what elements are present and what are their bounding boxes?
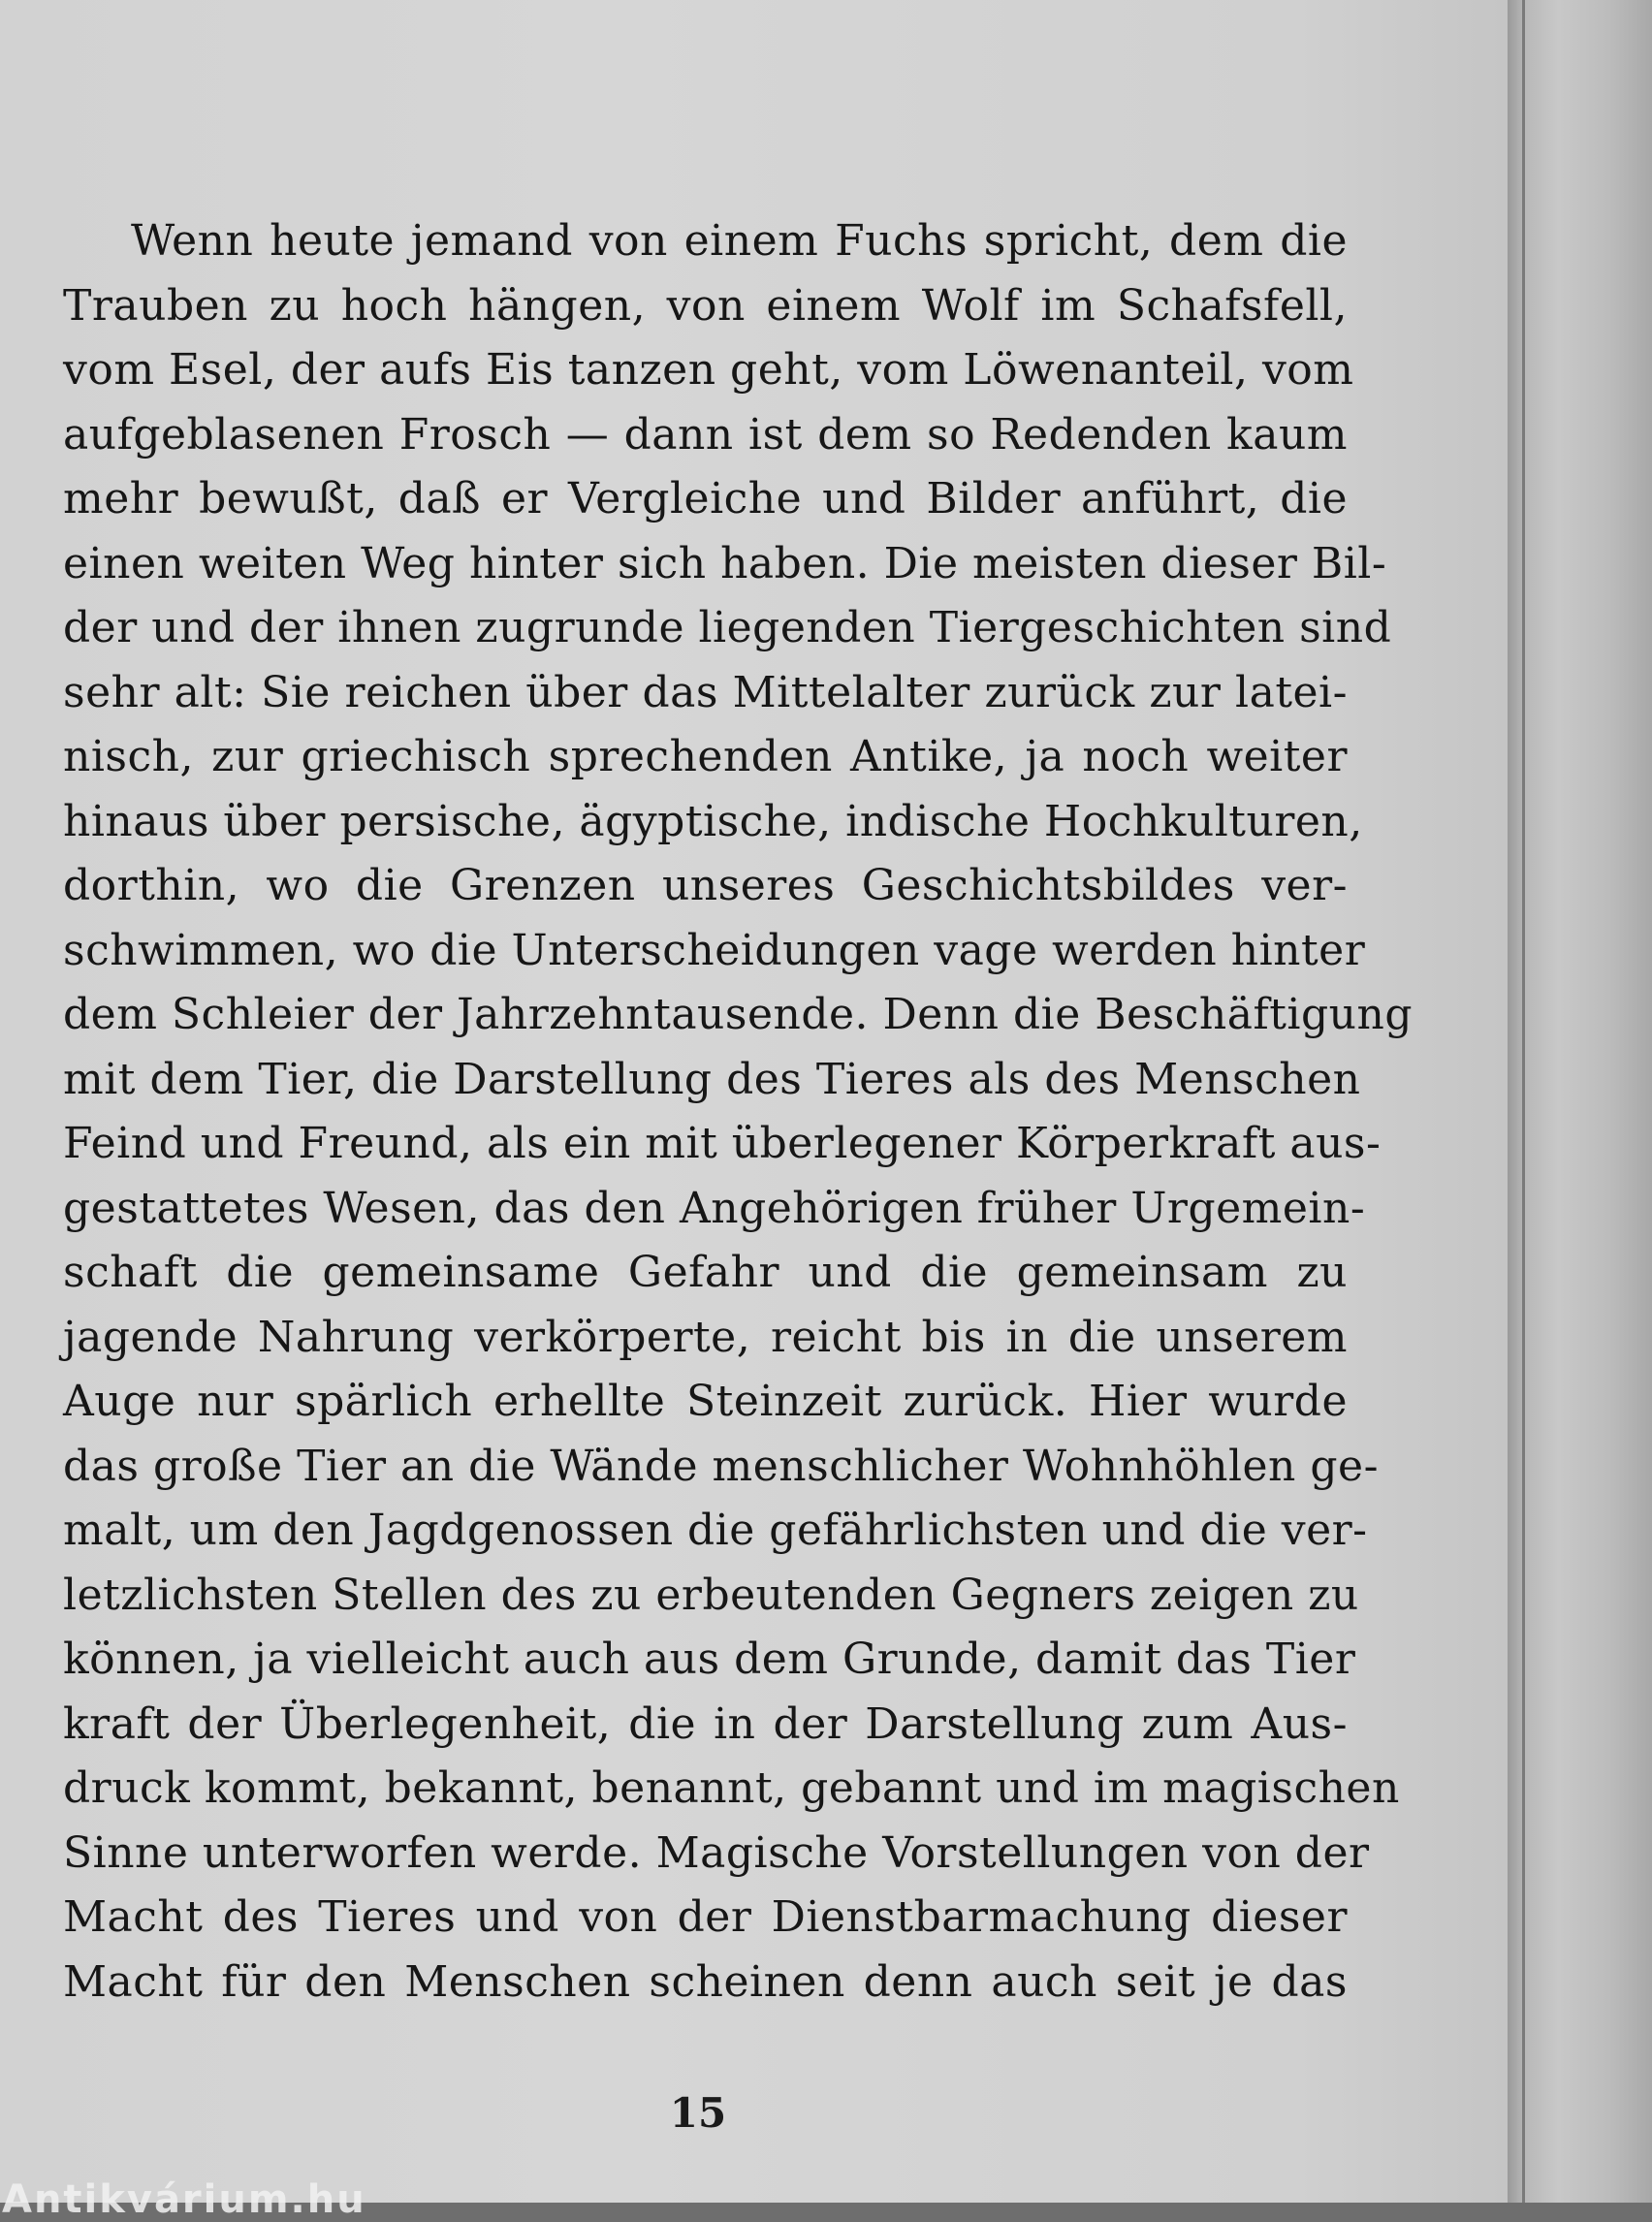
text-line: schaft die gemeinsame Gefahr und die gemeinsam zu [63,1248,1348,1297]
text-line: Wenn heute jemand von einem Fuchs spricht, dem die [131,216,1348,266]
text-line: Auge nur spärlich erhellte Steinzeit zurück. Hier wurde [63,1377,1348,1426]
text-line: letzlichsten Stellen des zu erbeutenden Gegners zeigen zu [63,1570,1359,1620]
text-line: schwimmen, wo die Unterscheidungen vage werden hinter [63,925,1366,975]
text-line: können, ja vielleicht auch aus dem Grunde, damit das Tier [63,1635,1356,1684]
page-number: 15 [669,2089,727,2137]
text-line: gestattetes Wesen, das den Angehörigen früher Urgemein- [63,1183,1366,1233]
body-text [63,209,1413,2015]
text-line: mit dem Tier, die Darstellung des Tieres als des Menschen [63,1054,1361,1104]
text-line: einen weiten Weg hinter sich haben. Die meisten dieser Bil- [63,538,1387,588]
page-gutter [1522,0,1525,2203]
text-line: Macht für den Menschen scheinen denn auch seit je das [63,1956,1348,2007]
text-line: Trauben zu hoch hängen, von einem Wolf im Schafsfell, [63,280,1348,331]
text-line: druck kommt, bekannt, benannt, gebannt und im magischen [63,1763,1400,1813]
text-line: sehr alt: Sie reichen über das Mittelalter zurück zur latei- [63,667,1348,717]
next-page-edge [1508,0,1652,2203]
text-line: malt, um den Jagdgenossen die gefährlichsten und die ver- [63,1506,1368,1555]
text-line: der und der ihnen zugrunde liegenden Tiergeschichten sind [63,603,1392,652]
text-line: kraft der Überlegenheit, die in der Darstellung zum Aus- [63,1698,1348,1749]
text-line: Macht des Tieres und von der Dienstbarmachung dieser [63,1892,1348,1942]
text-line: vom Esel, der aufs Eis tanzen geht, vom Löwenanteil, vom [63,345,1354,395]
text-line: hinaus über persische, ägyptische, indische Hochkulturen, [63,796,1363,846]
text-line: Feind und Freund, als ein mit überlegener Körperkraft aus- [63,1119,1382,1168]
watermark: Antikvárium.hu [2,2177,366,2222]
text-line: jagende Nahrung verkörperte, reicht bis in die unserem [63,1312,1348,1362]
text-line: aufgeblasenen Frosch — dann ist dem so Redenden kaum [63,409,1348,460]
text-line: dem Schleier der Jahrzehntausende. Denn die Beschäftigung [63,990,1413,1039]
text-line: das große Tier an die Wände menschlicher Wohnhöhlen ge- [63,1441,1379,1491]
text-line: Sinne unterworfen werde. Magische Vorstellungen von der [63,1827,1370,1878]
text-line: mehr bewußt, daß er Vergleiche und Bilder anführt, die [63,474,1348,524]
text-line: dorthin, wo die Grenzen unseres Geschichtsbildes ver- [63,861,1348,910]
text-line: nisch, zur griechisch sprechenden Antike, ja noch weiter [63,732,1348,781]
